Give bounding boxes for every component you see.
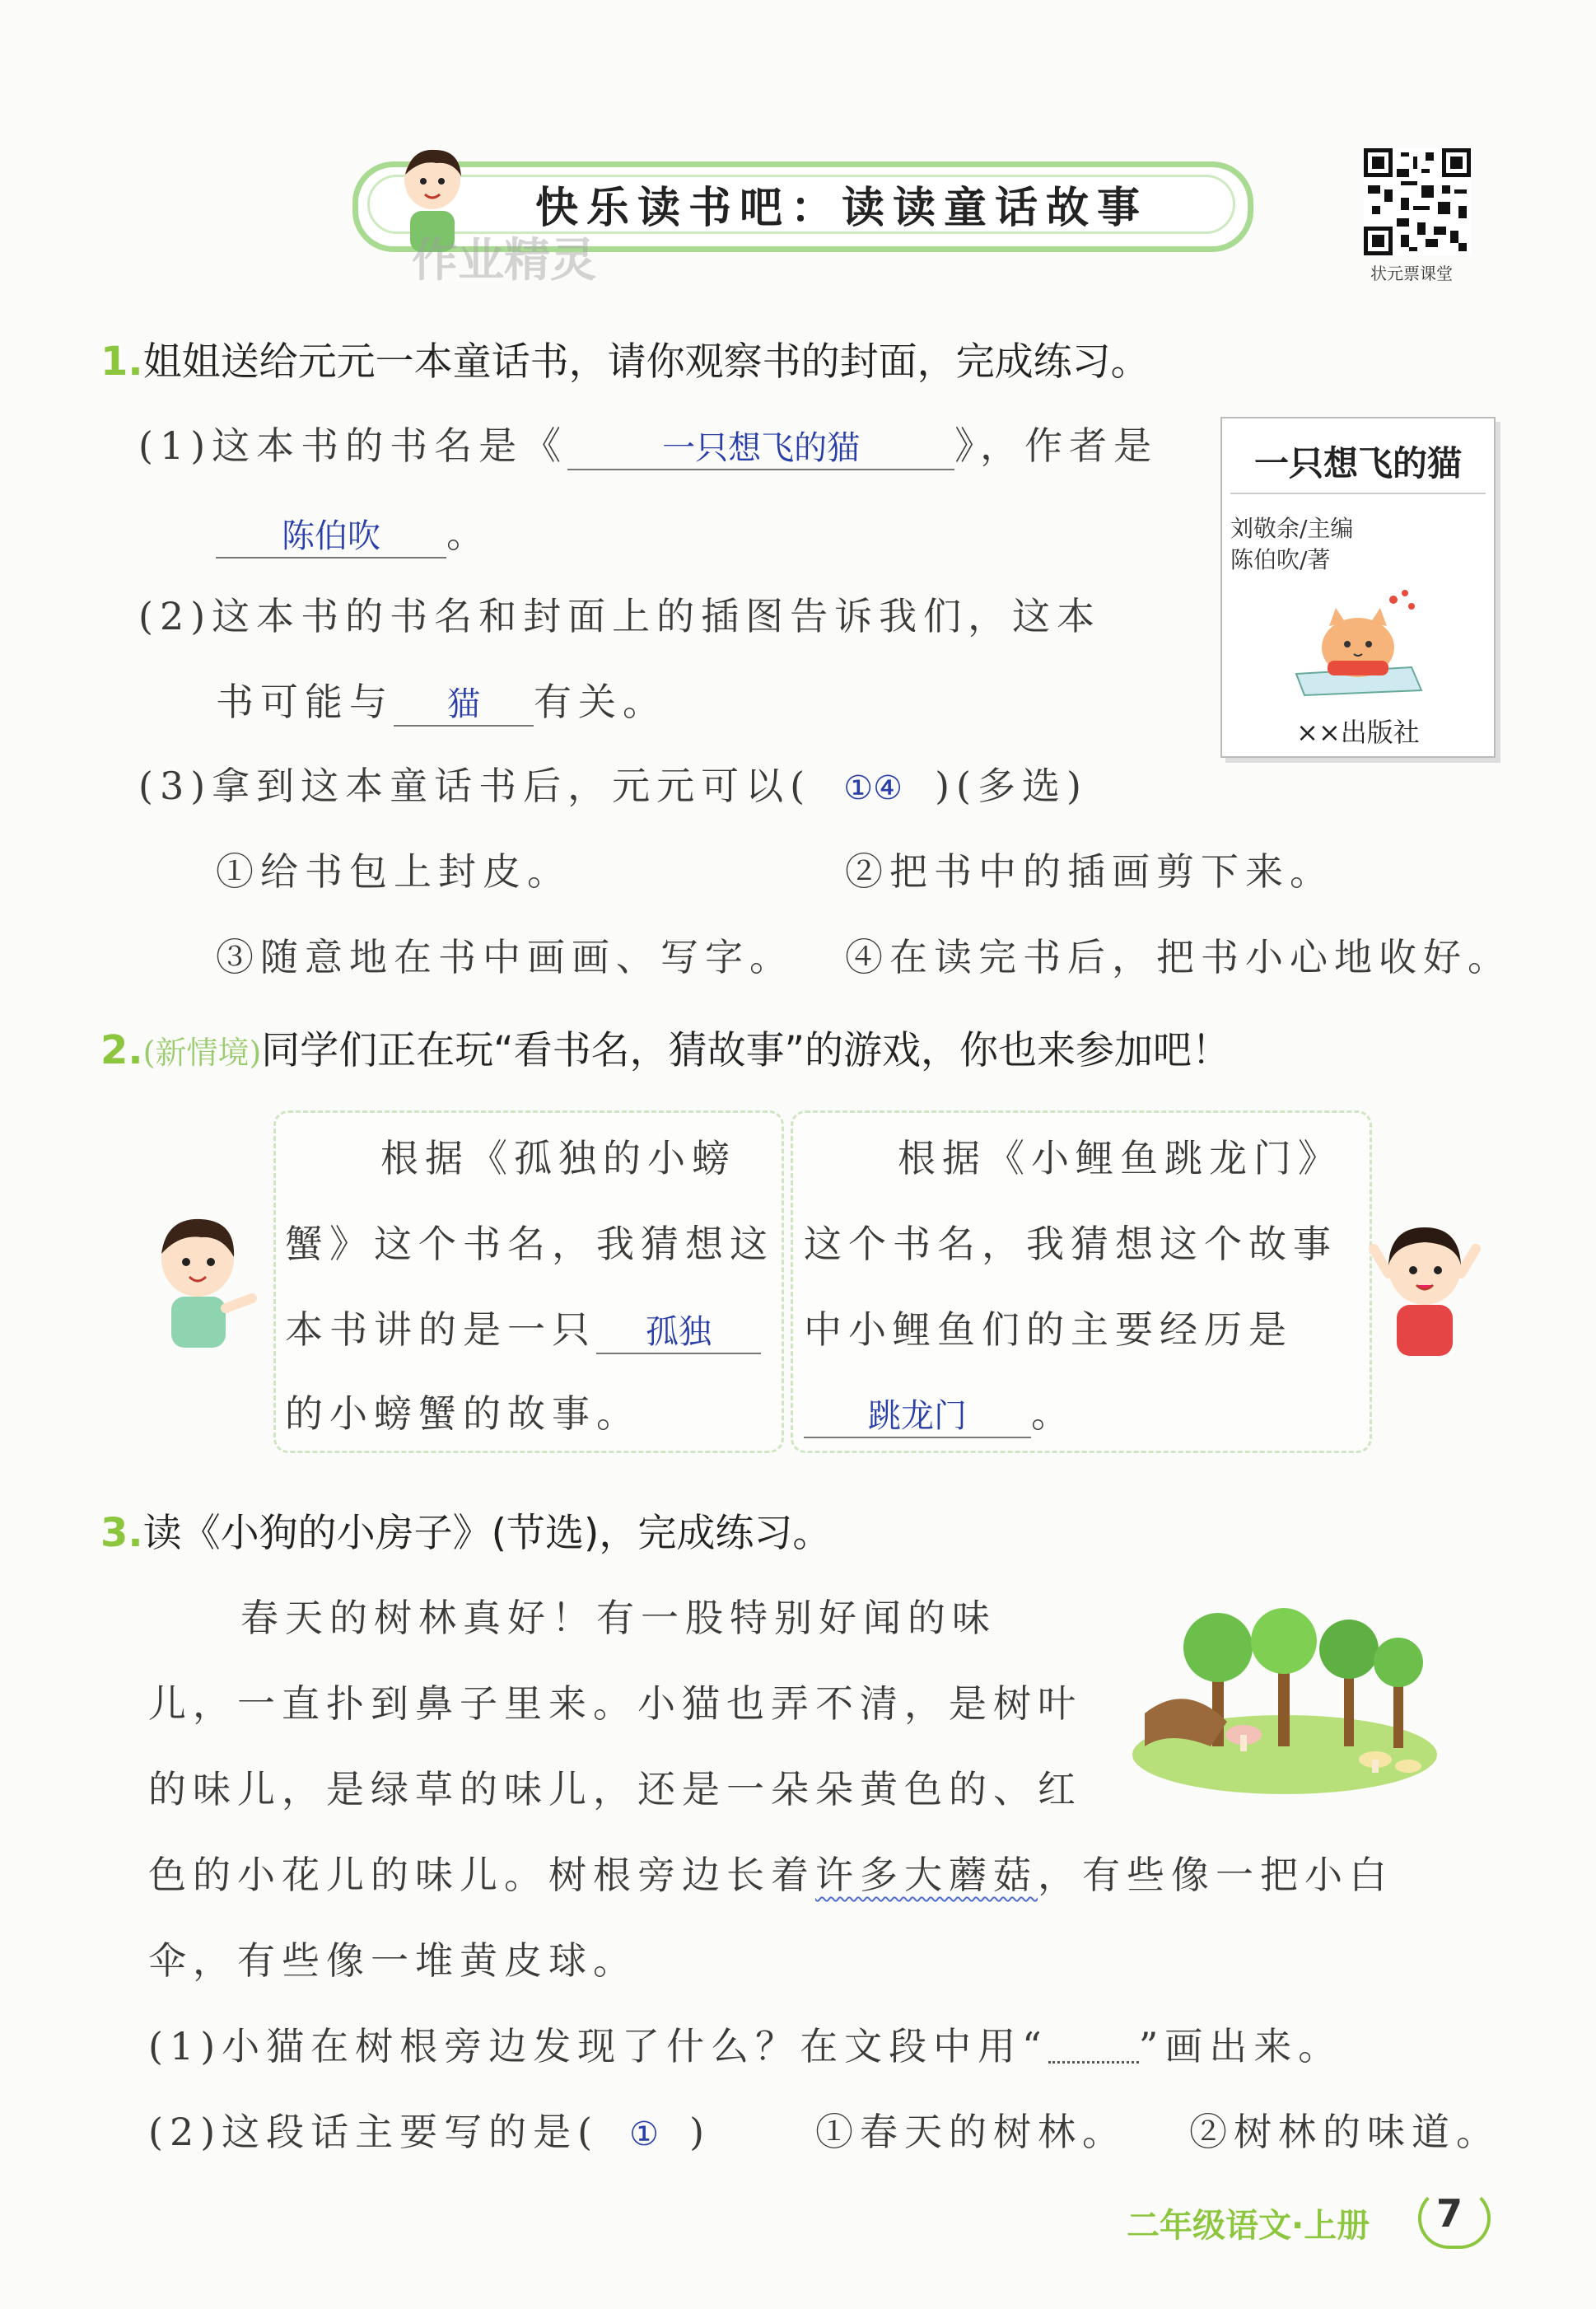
q2-number: 2.	[100, 1027, 143, 1073]
passage-line4: 色的小花儿的味儿。树根旁边长着许多大蘑菇，有些像一把小白	[148, 1853, 1393, 1897]
watermark: 作业精灵	[412, 234, 596, 287]
q2-right-answer[interactable]: 跳龙门	[804, 1390, 1031, 1438]
q1-option-2: ②把书中的插画剪下来。	[845, 849, 1334, 894]
passage-line5: 伞，有些像一堆黄皮球。	[148, 1938, 637, 1983]
q3-sub2-option1: ①春天的树林。	[815, 2110, 1127, 2154]
q2-right-line4: 跳龙门 。	[804, 1384, 1076, 1438]
book-editor: 刘敬余/主编	[1230, 515, 1354, 542]
q2-left-answer[interactable]: 孤独	[596, 1306, 761, 1354]
cat-illustration-icon	[1288, 575, 1428, 699]
q3-number: 3.	[100, 1510, 143, 1556]
q1-part2-line2: 书可能与 猫 有关。	[216, 672, 667, 727]
qr-code-icon	[1364, 148, 1471, 255]
q1-option-1: ①给书包上封皮。	[216, 849, 572, 894]
q2-right-line3: 中小鲤鱼们的主要经历是	[804, 1307, 1293, 1352]
wavy-line-symbol	[1048, 2036, 1139, 2064]
q3-sub2: (2)这段话主要写的是( ① )	[148, 2110, 712, 2154]
q3-sub1: (1)小猫在树根旁边发现了什么？在文段中用“ ”画出来。	[148, 2024, 1343, 2068]
q2-left-line2: 蟹》这个书名，我猜想这	[285, 1222, 774, 1266]
q1-option-3: ③随意地在书中画画、写字。	[216, 935, 794, 979]
q1-number: 1.	[100, 339, 143, 385]
q3-heading	[100, 1503, 831, 1558]
girl-character-icon	[1367, 1216, 1482, 1364]
mushroom-answer-mark[interactable]: 许多大蘑菇	[815, 1853, 1038, 1897]
q2-left-line3: 本书讲的是一只 孤独	[285, 1300, 761, 1354]
q2-left-line4: 的小螃蟹的故事。	[285, 1391, 641, 1436]
passage-line1: 春天的树林真好！有一股特别好闻的味	[240, 1596, 996, 1640]
q2-tag: (新情境)	[142, 1035, 262, 1071]
q1-topic-answer[interactable]: 猫	[394, 678, 534, 727]
q2-right-line2: 这个书名，我猜想这个故事	[804, 1222, 1337, 1266]
q1-part1-line2: 陈伯吹 。	[216, 504, 491, 559]
q2-text: 同学们正在玩“看书名，猜故事”的游戏，你也来参加吧！	[261, 1028, 1230, 1073]
q1-choice-answer[interactable]: ①④	[843, 769, 903, 807]
q1-title-answer[interactable]: 一只想飞的猫	[567, 422, 954, 470]
q3-sub2-option2: ②树林的味道。	[1189, 2110, 1500, 2154]
page-number: 7	[1436, 2191, 1463, 2236]
page-title: 快乐读书吧：读读童话故事	[535, 183, 1149, 233]
q1-part1-line1: (1)这本书的书名是《 一只想飞的猫 》，作者是	[138, 416, 1158, 470]
q1-author-answer[interactable]: 陈伯吹	[216, 510, 446, 559]
q3-text: 读《小狗的小房子》(节选)，完成练习。	[142, 1511, 832, 1556]
boy-character-icon	[147, 1211, 262, 1359]
q1-text: 姐姐送给元元一本童话书，请你观察书的封面，完成练习。	[142, 339, 1150, 385]
q1-part3: (3)拿到这本童话书后，元元可以( ①④ )(多选)	[138, 764, 1088, 808]
passage-line2: 儿，一直扑到鼻子里来。小猫也弄不清，是树叶	[148, 1681, 1082, 1726]
q1-option-4: ④在读完书后，把书小心地收好。	[845, 935, 1512, 979]
book-title: 一只想飞的猫	[1253, 443, 1462, 484]
q2-right-line1: 根据《小鲤鱼跳龙门》	[898, 1136, 1342, 1180]
passage-line3: 的味儿，是绿草的味儿，还是一朵朵黄色的、红	[148, 1767, 1082, 1811]
q1-heading	[100, 331, 1150, 386]
footer-label: 二年级语文·上册	[1127, 2207, 1370, 2245]
qr-caption: 状元票课堂	[1370, 264, 1453, 283]
q3-sub2-answer[interactable]: ①	[629, 2115, 660, 2153]
book-cover	[1220, 417, 1496, 758]
forest-illustration-icon	[1128, 1590, 1441, 1796]
book-publisher: ××出版社	[1296, 717, 1420, 748]
q2-heading	[100, 1020, 1230, 1075]
q1-part2-line1: (2)这本书的书名和封面上的插图告诉我们，这本	[138, 594, 1102, 638]
q2-left-line1: 根据《孤独的小螃	[380, 1136, 736, 1180]
book-author: 陈伯吹/著	[1230, 546, 1331, 573]
